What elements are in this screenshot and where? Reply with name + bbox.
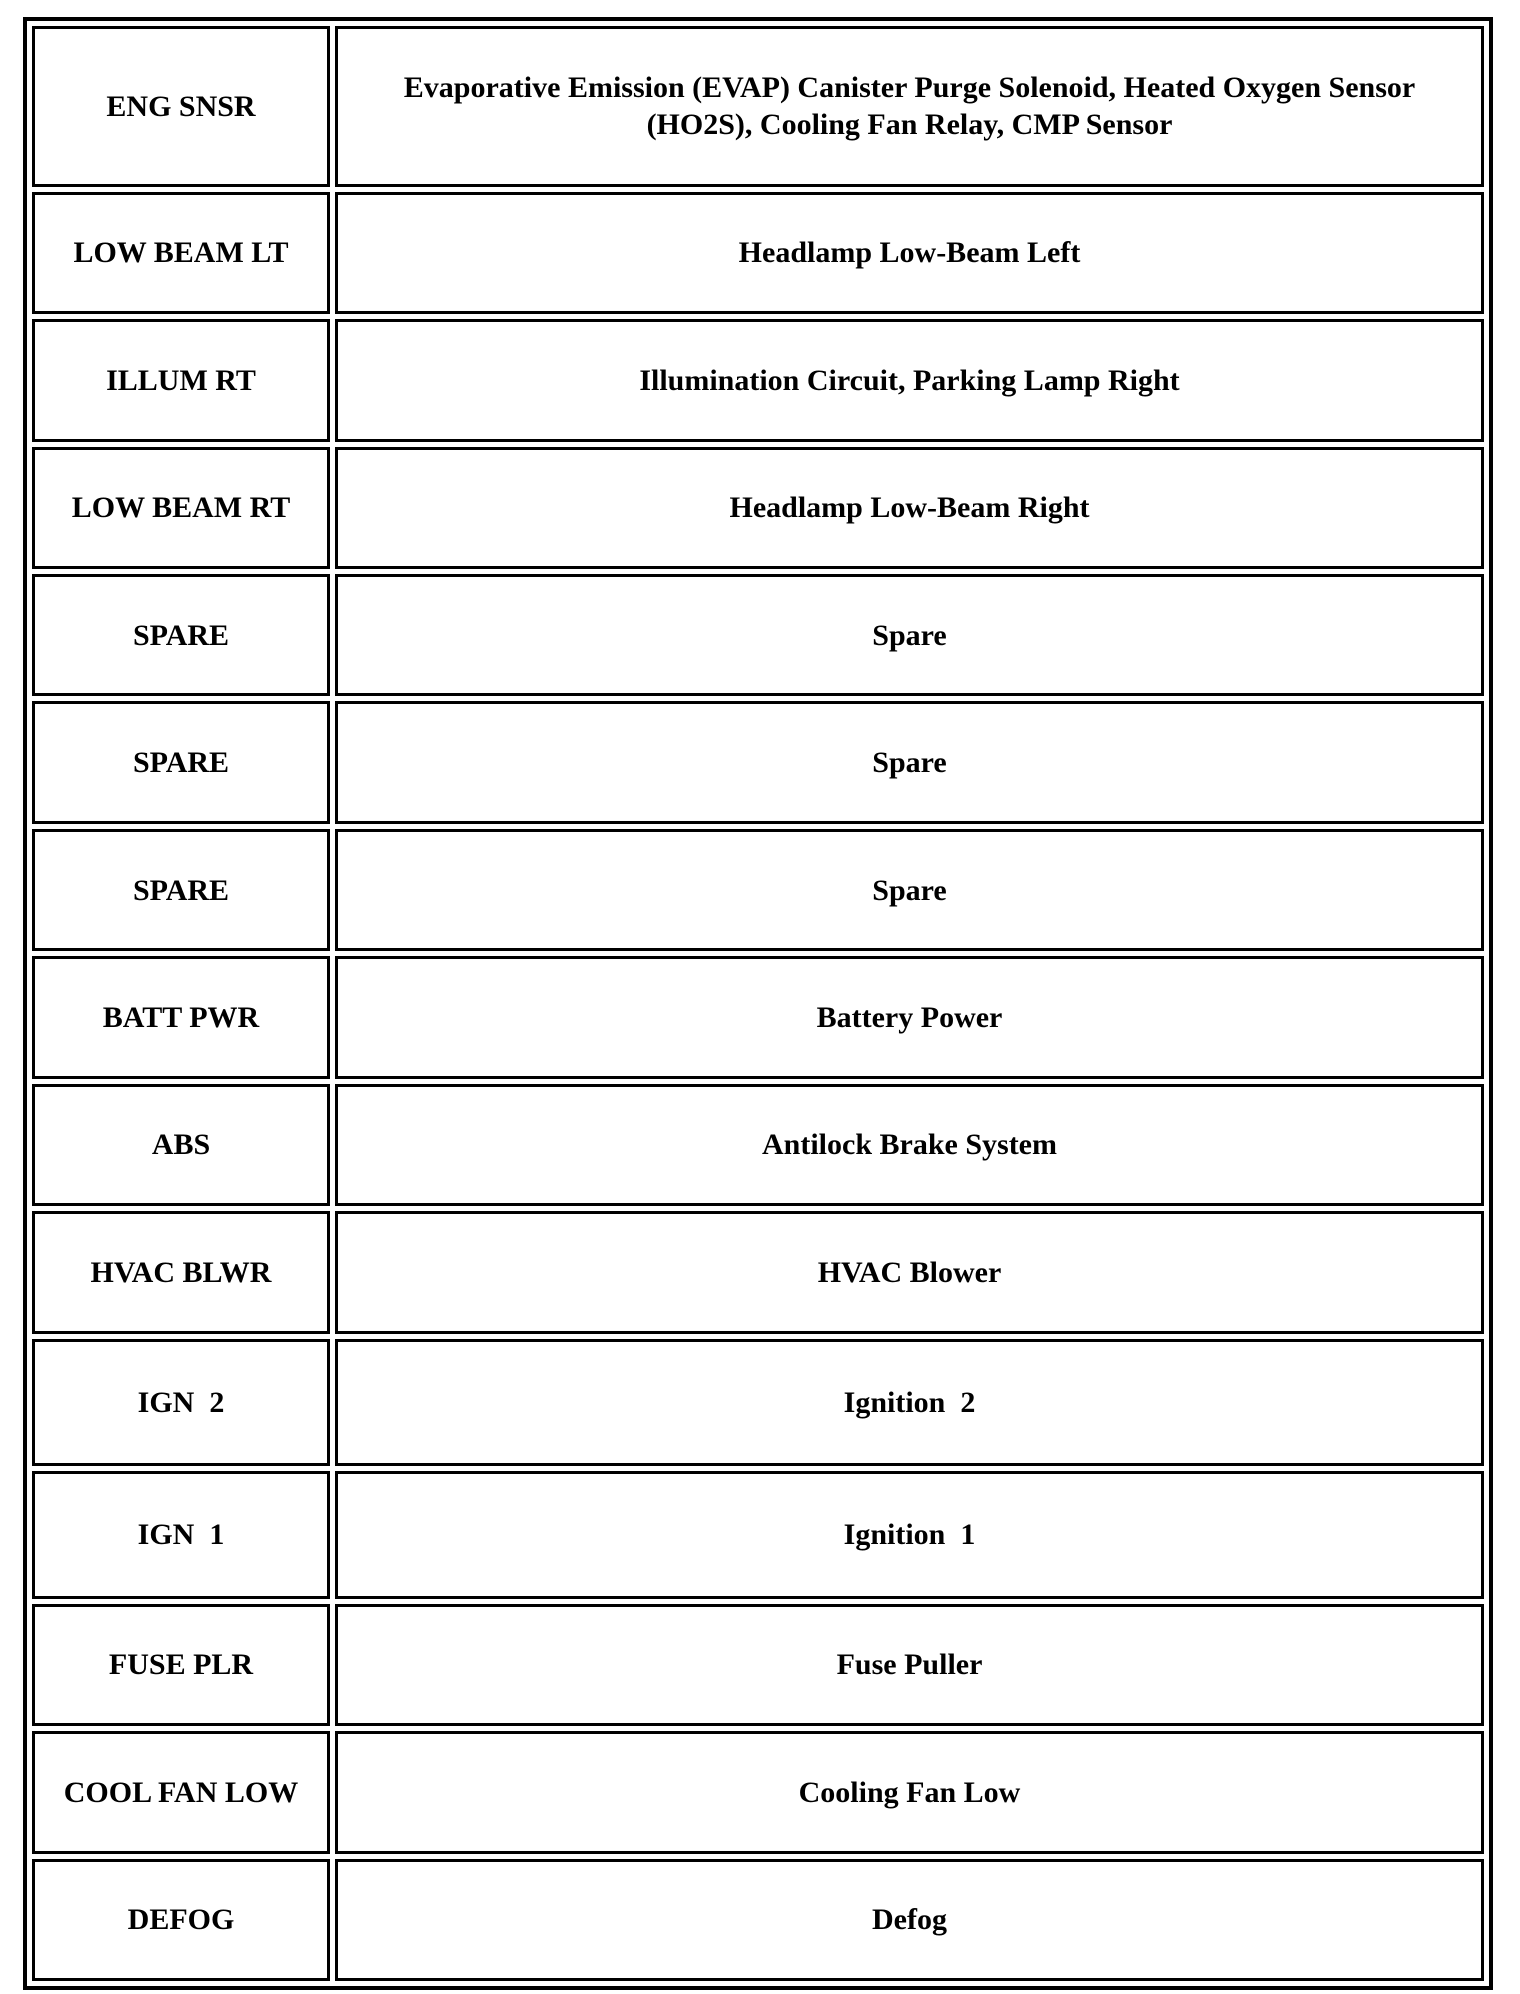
fuse-label-cell: IGN 1 xyxy=(32,1471,330,1598)
table-row xyxy=(32,701,1484,823)
fuse-label-cell: DEFOG xyxy=(32,1859,330,1981)
fuse-description-cell: Cooling Fan Low xyxy=(335,1731,1484,1853)
fuse-label-cell: LOW BEAM LT xyxy=(32,192,330,314)
fuse-description-cell: Spare xyxy=(335,829,1484,951)
fuse-label-cell: ILLUM RT xyxy=(32,319,330,441)
table-row xyxy=(32,1731,1484,1853)
table-row xyxy=(32,956,1484,1078)
fuse-label-cell: FUSE PLR xyxy=(32,1604,330,1726)
table-row xyxy=(32,1471,1484,1598)
table-row xyxy=(32,1859,1484,1981)
table-row xyxy=(32,447,1484,569)
fuse-description-cell: Fuse Puller xyxy=(335,1604,1484,1726)
fuse-description-cell: Defog xyxy=(335,1859,1484,1981)
table-row xyxy=(32,574,1484,696)
fuse-description-cell: Headlamp Low-Beam Right xyxy=(335,447,1484,569)
table-row xyxy=(32,1339,1484,1466)
fuse-label-cell: SPARE xyxy=(32,829,330,951)
fuse-label-cell: IGN 2 xyxy=(32,1339,330,1466)
fuse-description-cell: Spare xyxy=(335,701,1484,823)
fuse-label-cell: COOL FAN LOW xyxy=(32,1731,330,1853)
fuse-label-cell: SPARE xyxy=(32,574,330,696)
fuse-label-cell: HVAC BLWR xyxy=(32,1211,330,1333)
fuse-label-cell: BATT PWR xyxy=(32,956,330,1078)
fuse-label-cell: SPARE xyxy=(32,701,330,823)
table-row xyxy=(32,319,1484,441)
table-row xyxy=(32,1084,1484,1206)
fuse-description-cell: HVAC Blower xyxy=(335,1211,1484,1333)
table-row xyxy=(32,192,1484,314)
fuse-label-cell: ENG SNSR xyxy=(32,26,330,187)
fuse-description-cell: Illumination Circuit, Parking Lamp Right xyxy=(335,319,1484,441)
fuse-description-cell: Spare xyxy=(335,574,1484,696)
fuse-description-cell: Battery Power xyxy=(335,956,1484,1078)
fuse-description-cell: Headlamp Low-Beam Left xyxy=(335,192,1484,314)
table-row xyxy=(32,26,1484,187)
fuse-label-cell: ABS xyxy=(32,1084,330,1206)
fuse-description-cell: Antilock Brake System xyxy=(335,1084,1484,1206)
fuse-description-cell: Evaporative Emission (EVAP) Canister Purge Solenoid, Heated Oxygen Sensor (HO2S), Cooling Fan Relay, CMP Sensor xyxy=(335,26,1484,187)
fuse-description-cell: Ignition 1 xyxy=(335,1471,1484,1598)
table-row xyxy=(32,829,1484,951)
fuse-assignment-table xyxy=(23,17,1493,1990)
fuse-description-cell: Ignition 2 xyxy=(335,1339,1484,1466)
fuse-label-cell: LOW BEAM RT xyxy=(32,447,330,569)
table-row xyxy=(32,1211,1484,1333)
table-row xyxy=(32,1604,1484,1726)
